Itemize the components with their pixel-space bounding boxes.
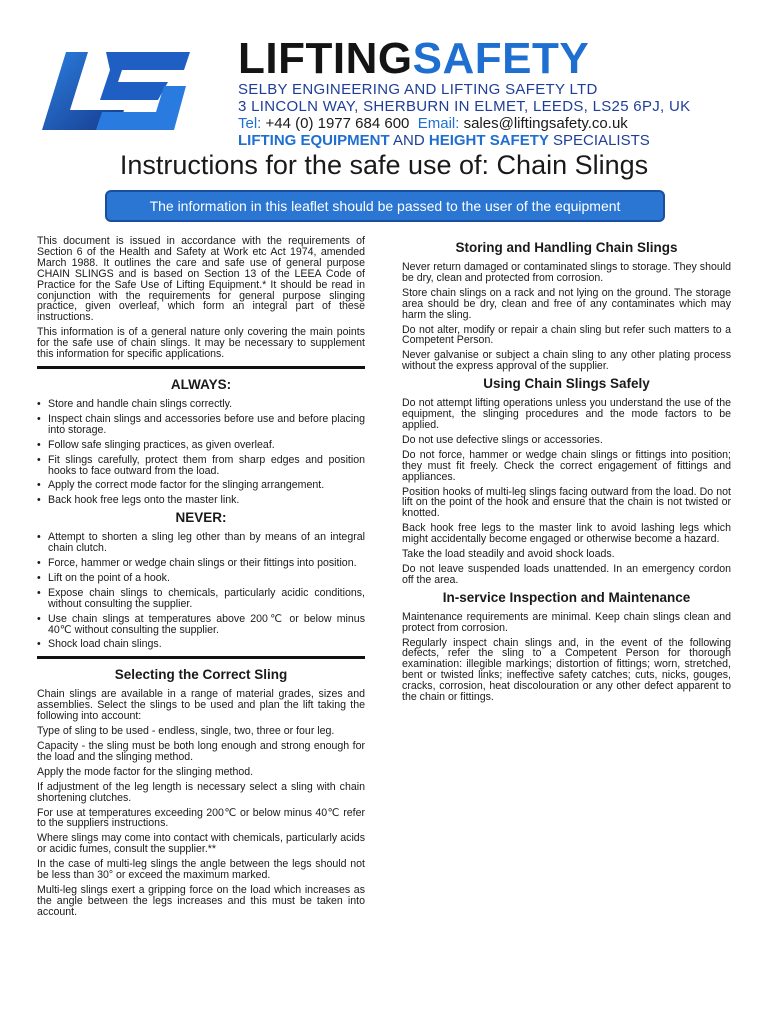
never-item: • Force, hammer or wedge chain slings or their fittings into position.: [37, 558, 365, 569]
using-paragraph: Position hooks of multi-leg slings facing outward from the load. Do not lift on the point of the hook and ensure that the chain is not twisted or knotted.: [402, 485, 731, 520]
tel-label: Tel:: [238, 115, 262, 132]
never-item: • Expose chain slings to chemicals, particularly acidic conditions, without consulting the supplier.: [37, 588, 365, 610]
company-name: SELBY ENGINEERING AND LIFTING SAFETY LTD: [238, 81, 598, 98]
inservice-paragraph: Regularly inspect chain slings and, in the event of the following defects, refer the sling to a Competent Person for thorough examination: illegible markings; distortion of fittings; worn, stretched, bent or twisted links; ineffective safety catches; cuts, nicks, gouges, cracks, corrosion, heat discolouration or any other defect apparent to the chain or fittings.: [402, 636, 731, 704]
storing-paragraph: Never galvanise or subject a chain sling to any other plating process without the express approval of the supplier.: [402, 349, 731, 373]
intro-paragraph: This document is issued in accordance with the requirements of Section 6 of the Health and Safety at Work etc Act 1974, amended March 1988. It outlines the care and safe use of general purpose CHAIN SLINGS and is based on Section 13 of the LEEA Code of Practice for the Safe Use of Lifting Equipment.* It should be read in conjunction with the requirements for general purpose slinging practice, given overleaf, which form an integral part of these instructions.: [37, 235, 365, 324]
selecting-paragraph: If adjustment of the leg length is necessary select a sling with chain shortening clutches.: [37, 780, 365, 804]
never-list: [37, 532, 365, 650]
brand-block: [238, 36, 738, 149]
right-column: [402, 236, 731, 707]
never-item: • Attempt to shorten a sling leg other than by means of an integral chain clutch.: [37, 532, 365, 554]
selecting-paragraph: Capacity - the sling must be both long enough and strong enough for the load and the slinging method.: [37, 740, 365, 763]
using-heading: Using Chain Slings Safely: [483, 376, 650, 392]
company-logo: [36, 44, 196, 140]
section-divider: [37, 366, 365, 369]
always-heading: ALWAYS:: [170, 376, 232, 392]
email-label: Email:: [417, 115, 460, 132]
always-item: • Store and handle chain slings correctly.: [37, 399, 365, 410]
always-item: • Apply the correct mode factor for the slinging arrangement.: [37, 480, 365, 491]
using-paragraph: Do not force, hammer or wedge chain slings or fittings into position; they must fit freely. Check the correct engagement of fittings and appliances.: [402, 448, 731, 483]
using-paragraph: Take the load steadily and avoid shock loads.: [402, 548, 615, 561]
never-heading: NEVER:: [175, 510, 227, 526]
selecting-paragraph: For use at temperatures exceeding 200℃ or below minus 40℃ refer to the suppliers instructions.: [37, 806, 365, 830]
selecting-paragraph: Multi-leg slings exert a gripping force on the load which increases as the angle between the legs increases and this must be taken into account.: [37, 883, 365, 918]
document-title: Instructions for the safe use of: Chain Slings: [119, 150, 649, 180]
selecting-paragraph: Chain slings are available in a range of material grades, sizes and assemblies. Select the slings to be used and plan the lift taking the following into account:: [37, 688, 365, 723]
brand-name-safety: SAFETY: [412, 34, 590, 83]
using-paragraph: Do not attempt lifting operations unless you understand the use of the equipment, the slinging procedures and the mode factors to be applied.: [402, 397, 731, 431]
always-item: • Fit slings carefully, protect them from sharp edges and position hooks to face outward from the load.: [37, 455, 365, 477]
tagline-lifting-equipment: LIFTING EQUIPMENT: [238, 132, 390, 149]
tagline-height-safety: HEIGHT SAFETY: [428, 132, 549, 149]
tagline-and: AND: [393, 132, 425, 149]
company-address: 3 LINCOLN WAY, SHERBURN IN ELMET, LEEDS, LS25 6PJ, UK: [238, 98, 691, 115]
storing-heading: Storing and Handling Chain Slings: [455, 240, 678, 255]
storing-paragraph: Never return damaged or contaminated slings to storage. They should be dry, clean and protected from corrosion.: [402, 261, 731, 284]
selecting-paragraph: Type of sling to be used - endless, single, two, three or four leg.: [37, 725, 335, 738]
brand-name: [238, 36, 738, 82]
section-divider: [37, 656, 365, 659]
always-item: • Back hook free legs onto the master link.: [37, 495, 365, 506]
using-paragraph: Do not leave suspended loads unattended. In an emergency cordon off the area.: [402, 562, 731, 586]
inservice-heading: In-service Inspection and Maintenance: [442, 589, 691, 605]
inservice-paragraph: Maintenance requirements are minimal. Keep chain slings clean and protect from corrosion.: [402, 610, 731, 634]
never-item: • Lift on the point of a hook.: [37, 573, 365, 584]
never-item: • Shock load chain slings.: [37, 639, 365, 650]
using-paragraph: Do not use defective slings or accessories.: [402, 433, 603, 446]
always-list: [37, 399, 365, 506]
intro-section: [37, 236, 365, 360]
tagline-specialists: SPECIALISTS: [553, 132, 650, 149]
intro-paragraph: This information is of a general nature only covering the main points for the safe use of chain slings. It may be necessary to supplement this information for specific applications.: [37, 326, 365, 361]
company-contact: [238, 115, 738, 132]
selecting-heading: Selecting the Correct Sling: [114, 667, 288, 683]
selecting-paragraph: Where slings may come into contact with chemicals, particularly acids or acidic fumes, consult the supplier.**: [37, 832, 365, 856]
using-paragraph: Back hook free legs to the master link to avoid lashing legs which might accidentally become engaged or otherwise become a hazard.: [402, 522, 731, 546]
tel-number: +44 (0) 1977 684 600: [265, 115, 410, 132]
email-address: sales@liftingsafety.co.uk: [463, 115, 628, 132]
company-tagline: [238, 132, 738, 149]
storing-paragraph: Store chain slings on a rack and not lying on the ground. The storage area should be dry, clean and free of any contaminates which may harm the sling.: [402, 286, 731, 321]
left-column: [37, 236, 365, 922]
brand-name-lifting: LIFTING: [238, 34, 413, 83]
storing-paragraph: Do not alter, modify or repair a chain sling but refer such matters to a Competent Person.: [402, 323, 731, 347]
never-item: • Use chain slings at temperatures above 200℃ or below minus 40℃ without consulting the supplier.: [37, 614, 365, 636]
selecting-paragraph: Apply the mode factor for the slinging method.: [37, 765, 254, 778]
selecting-paragraph: In the case of multi-leg slings the angle between the legs should not be less than 30° or exceed the maximum marked.: [37, 858, 365, 882]
info-banner: The information in this leaflet should be passed to the user of the equipment: [105, 190, 665, 222]
always-item: • Follow safe slinging practices, as given overleaf.: [37, 440, 365, 451]
always-item: • Inspect chain slings and accessories before use and before placing into storage.: [37, 414, 365, 436]
